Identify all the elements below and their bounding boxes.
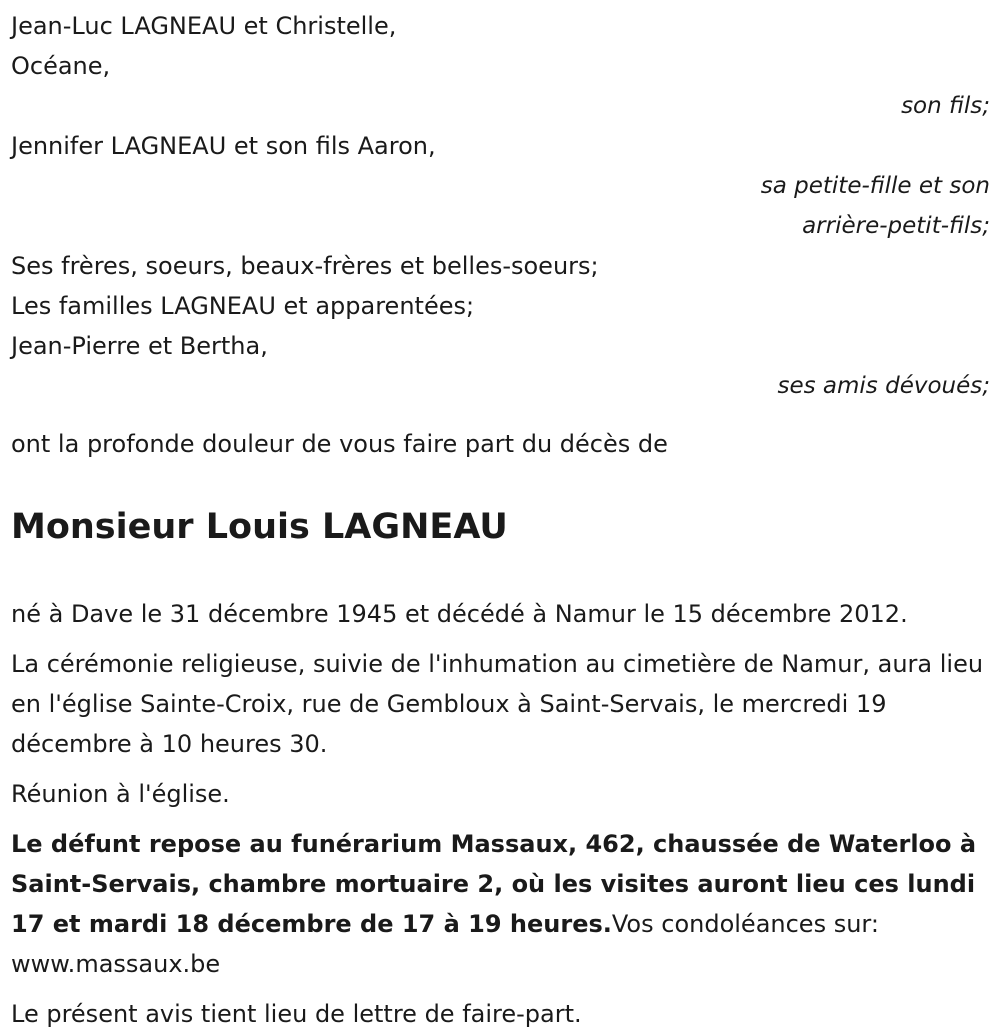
family-line-3: Jennifer LAGNEAU et son fils Aaron, — [11, 132, 436, 160]
relation-granddaughter-line-1: sa petite-fille et son — [760, 173, 990, 199]
funeral-home-paragraph — [11, 824, 990, 984]
family-line-2: Océane, — [11, 52, 111, 80]
condolences-text: Vos condoléances sur: www.massaux.be — [11, 910, 879, 978]
closing-text: Le présent avis tient lieu de lettre de faire-part. — [11, 1000, 582, 1028]
family-line-4: Ses frères, soeurs, beaux-frères et belles-soeurs; — [11, 252, 599, 280]
ceremony-text: La cérémonie religieuse, suivie de l'inhumation au cimetière de Namur, aura lieu en l'église Sainte-Croix, rue de Gembloux à Saint-Servais, le mercredi 19 décembre à 10 heures 30. — [11, 650, 984, 758]
funeral-home-text: Le défunt repose au funérarium Massaux, 462, chaussée de Waterloo à Saint-Servais, chambre mortuaire 2, où les visites auront lieu ces lundi 17 et mardi 18 décembre de 17 à 19 heures. — [11, 830, 977, 938]
relation-friends: ses amis dévoués; — [777, 373, 990, 399]
meeting-text: Réunion à l'église. — [11, 780, 230, 808]
family-list — [11, 6, 990, 406]
relation-son: son fils; — [901, 93, 990, 119]
relation-granddaughter-line-2: arrière-petit-fils; — [802, 213, 990, 239]
funeral-details — [11, 594, 990, 1034]
birth-death-text: né à Dave le 31 décembre 1945 et décédé à Namur le 15 décembre 2012. — [11, 600, 908, 628]
family-line-5: Les familles LAGNEAU et apparentées; — [11, 292, 475, 320]
family-line-1: Jean-Luc LAGNEAU et Christelle, — [11, 12, 397, 40]
announcement-text: ont la profonde douleur de vous faire part du décès de — [11, 430, 668, 458]
family-line-6: Jean-Pierre et Bertha, — [11, 332, 268, 360]
deceased-name: Monsieur Louis LAGNEAU — [11, 507, 508, 547]
